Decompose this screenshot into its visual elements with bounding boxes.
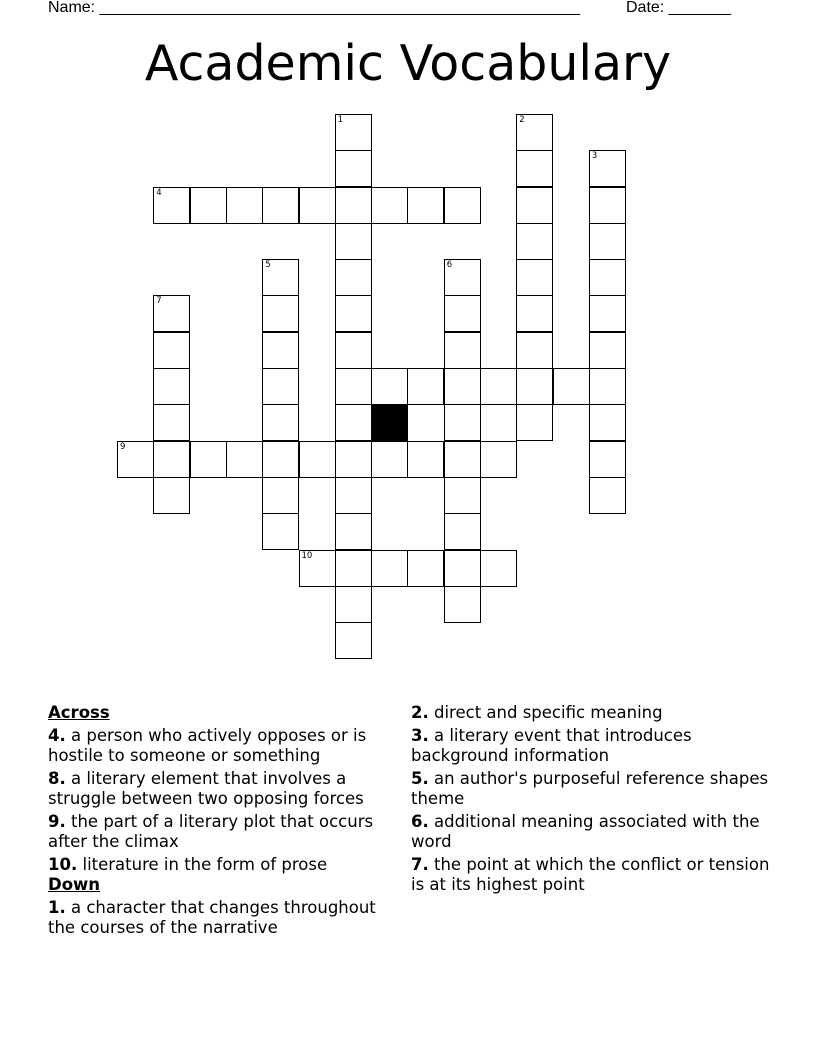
- crossword-cell[interactable]: [444, 550, 481, 587]
- down-heading: Down: [48, 875, 101, 894]
- clues-right-column: [411, 703, 771, 898]
- clue-number-label: 4: [156, 187, 162, 198]
- crossword-cell[interactable]: [262, 477, 299, 514]
- clue-number: 9.: [48, 812, 66, 831]
- clue-number: 1.: [48, 898, 66, 917]
- crossword-cell[interactable]: [589, 441, 626, 478]
- crossword-cell[interactable]: [371, 441, 408, 478]
- crossword-cell[interactable]: [299, 550, 336, 587]
- crossword-cell[interactable]: [444, 259, 481, 296]
- crossword-cell[interactable]: [226, 441, 263, 478]
- crossword-cell[interactable]: [262, 441, 299, 478]
- clue-text: direct and specific meaning: [428, 703, 663, 722]
- crossword-cell[interactable]: [407, 187, 444, 224]
- crossword-cell[interactable]: [335, 404, 372, 441]
- crossword-cell[interactable]: [335, 513, 372, 550]
- name-field[interactable]: Name: ______________________________________________________: [48, 0, 581, 16]
- clue-number: 10.: [48, 855, 78, 874]
- clue-number-label: 10: [301, 550, 313, 561]
- clue-number-label: 6: [446, 260, 453, 271]
- crossword-cell[interactable]: [444, 295, 481, 332]
- crossword-cell[interactable]: [335, 187, 372, 224]
- crossword-cell[interactable]: [516, 404, 553, 441]
- clue-number: 7.: [411, 855, 429, 874]
- crossword-cell[interactable]: [335, 622, 372, 659]
- crossword-cell[interactable]: [407, 441, 444, 478]
- crossword-cell[interactable]: [335, 368, 372, 405]
- crossword-cell[interactable]: [335, 550, 372, 587]
- crossword-cell[interactable]: [516, 223, 553, 260]
- crossword-cell[interactable]: [516, 332, 553, 369]
- crossword-cell[interactable]: [335, 223, 372, 260]
- clue-down-2: [411, 703, 771, 723]
- crossword-cell[interactable]: [117, 441, 154, 478]
- crossword-cell[interactable]: [516, 150, 553, 187]
- crossword-cell[interactable]: [190, 187, 227, 224]
- crossword-cell[interactable]: [153, 295, 190, 332]
- crossword-cell[interactable]: [444, 586, 481, 623]
- crossword-cell[interactable]: [444, 441, 481, 478]
- crossword-cell[interactable]: [262, 295, 299, 332]
- crossword-cell[interactable]: [589, 150, 626, 187]
- crossword-cell[interactable]: [444, 187, 481, 224]
- clue-number: 4.: [48, 726, 66, 745]
- crossword-cell[interactable]: [444, 332, 481, 369]
- clues-left-column: [48, 703, 408, 941]
- crossword-cell[interactable]: [299, 187, 336, 224]
- crossword-cell[interactable]: [516, 114, 553, 151]
- crossword-cell[interactable]: [516, 187, 553, 224]
- crossword-cell[interactable]: [262, 404, 299, 441]
- clue-text: an author's purposeful reference shapes theme: [411, 769, 769, 808]
- crossword-cell[interactable]: [335, 295, 372, 332]
- crossword-cell[interactable]: [444, 513, 481, 550]
- clue-down-3: [411, 726, 771, 766]
- clue-number-label: 9: [120, 441, 126, 452]
- clue-across-8: [48, 769, 408, 809]
- crossword-cell[interactable]: [589, 404, 626, 441]
- crossword-cell[interactable]: [444, 477, 481, 514]
- crossword-cell[interactable]: [589, 477, 626, 514]
- clue-text: a literary element that involves a struggle between two opposing forces: [48, 769, 364, 808]
- clue-down-7: [411, 855, 771, 895]
- crossword-cell[interactable]: [153, 477, 190, 514]
- clue-across-4: [48, 726, 408, 766]
- crossword-cell[interactable]: [444, 404, 481, 441]
- crossword-cell[interactable]: [335, 332, 372, 369]
- clue-number: 8.: [48, 769, 66, 788]
- crossword-cell[interactable]: [589, 223, 626, 260]
- crossword-cell[interactable]: [516, 368, 553, 405]
- crossword-cell[interactable]: [589, 259, 626, 296]
- clue-text: the point at which the conflict or tension is at its highest point: [411, 855, 770, 894]
- crossword-cell[interactable]: [335, 150, 372, 187]
- crossword-cell[interactable]: [335, 477, 372, 514]
- crossword-cell[interactable]: [335, 586, 372, 623]
- clue-number-label: 5: [265, 260, 271, 271]
- crossword-cell[interactable]: [480, 441, 517, 478]
- crossword-cell[interactable]: [262, 368, 299, 405]
- crossword-cell[interactable]: [371, 187, 408, 224]
- crossword-cell[interactable]: [407, 550, 444, 587]
- crossword-cell[interactable]: [262, 187, 299, 224]
- crossword-cell[interactable]: [589, 332, 626, 369]
- clue-number: 6.: [411, 812, 429, 831]
- clue-text: a literary event that introduces background information: [411, 726, 692, 765]
- crossword-cell[interactable]: [153, 332, 190, 369]
- crossword-cell[interactable]: [480, 368, 517, 405]
- crossword-cell[interactable]: [589, 187, 626, 224]
- crossword-cell[interactable]: [335, 114, 372, 151]
- clue-across-9: [48, 812, 408, 852]
- crossword-cell[interactable]: [371, 550, 408, 587]
- black-square: [371, 404, 408, 441]
- crossword-cell[interactable]: [153, 368, 190, 405]
- clue-number: 2.: [411, 703, 429, 722]
- date-field[interactable]: Date: _______: [626, 0, 731, 16]
- clue-number-label: 1: [337, 114, 344, 125]
- clue-down-6: [411, 812, 771, 852]
- crossword-cell[interactable]: [516, 259, 553, 296]
- crossword-cell[interactable]: [589, 368, 626, 405]
- clue-text: literature in the form of prose: [77, 855, 328, 874]
- crossword-cell[interactable]: [553, 368, 590, 405]
- clue-down-1: [48, 898, 408, 938]
- crossword-cell[interactable]: [589, 295, 626, 332]
- page-title: Academic Vocabulary: [144, 35, 672, 92]
- clue-across-10: [48, 855, 408, 875]
- crossword-cell[interactable]: [153, 441, 190, 478]
- clue-number: 3.: [411, 726, 429, 745]
- clue-text: the part of a literary plot that occurs after the climax: [48, 812, 374, 851]
- crossword-cell[interactable]: [262, 332, 299, 369]
- crossword-cell[interactable]: [262, 259, 299, 296]
- clue-text: additional meaning associated with the word: [411, 812, 760, 851]
- clue-number-label: 3: [591, 151, 598, 162]
- clue-down-5: [411, 769, 771, 809]
- clue-number: 5.: [411, 769, 429, 788]
- crossword-cell[interactable]: [335, 441, 372, 478]
- clue-text: a character that changes throughout the courses of the narrative: [48, 898, 376, 937]
- crossword-cell[interactable]: [371, 368, 408, 405]
- clue-number-label: 2: [519, 114, 525, 125]
- crossword-cell[interactable]: [480, 550, 517, 587]
- crossword-cell[interactable]: [153, 404, 190, 441]
- crossword-cell[interactable]: [444, 368, 481, 405]
- across-heading: Across: [48, 703, 110, 722]
- crossword-cell[interactable]: [407, 368, 444, 405]
- crossword-cell[interactable]: [516, 295, 553, 332]
- crossword-cell[interactable]: [190, 441, 227, 478]
- crossword-cell[interactable]: [226, 187, 263, 224]
- crossword-cell[interactable]: [153, 187, 190, 224]
- clue-number-label: 7: [156, 296, 162, 307]
- crossword-cell[interactable]: [335, 259, 372, 296]
- crossword-cell[interactable]: [262, 513, 299, 550]
- clue-text: a person who actively opposes or is hostile to someone or something: [48, 726, 367, 765]
- crossword-cell[interactable]: [299, 441, 336, 478]
